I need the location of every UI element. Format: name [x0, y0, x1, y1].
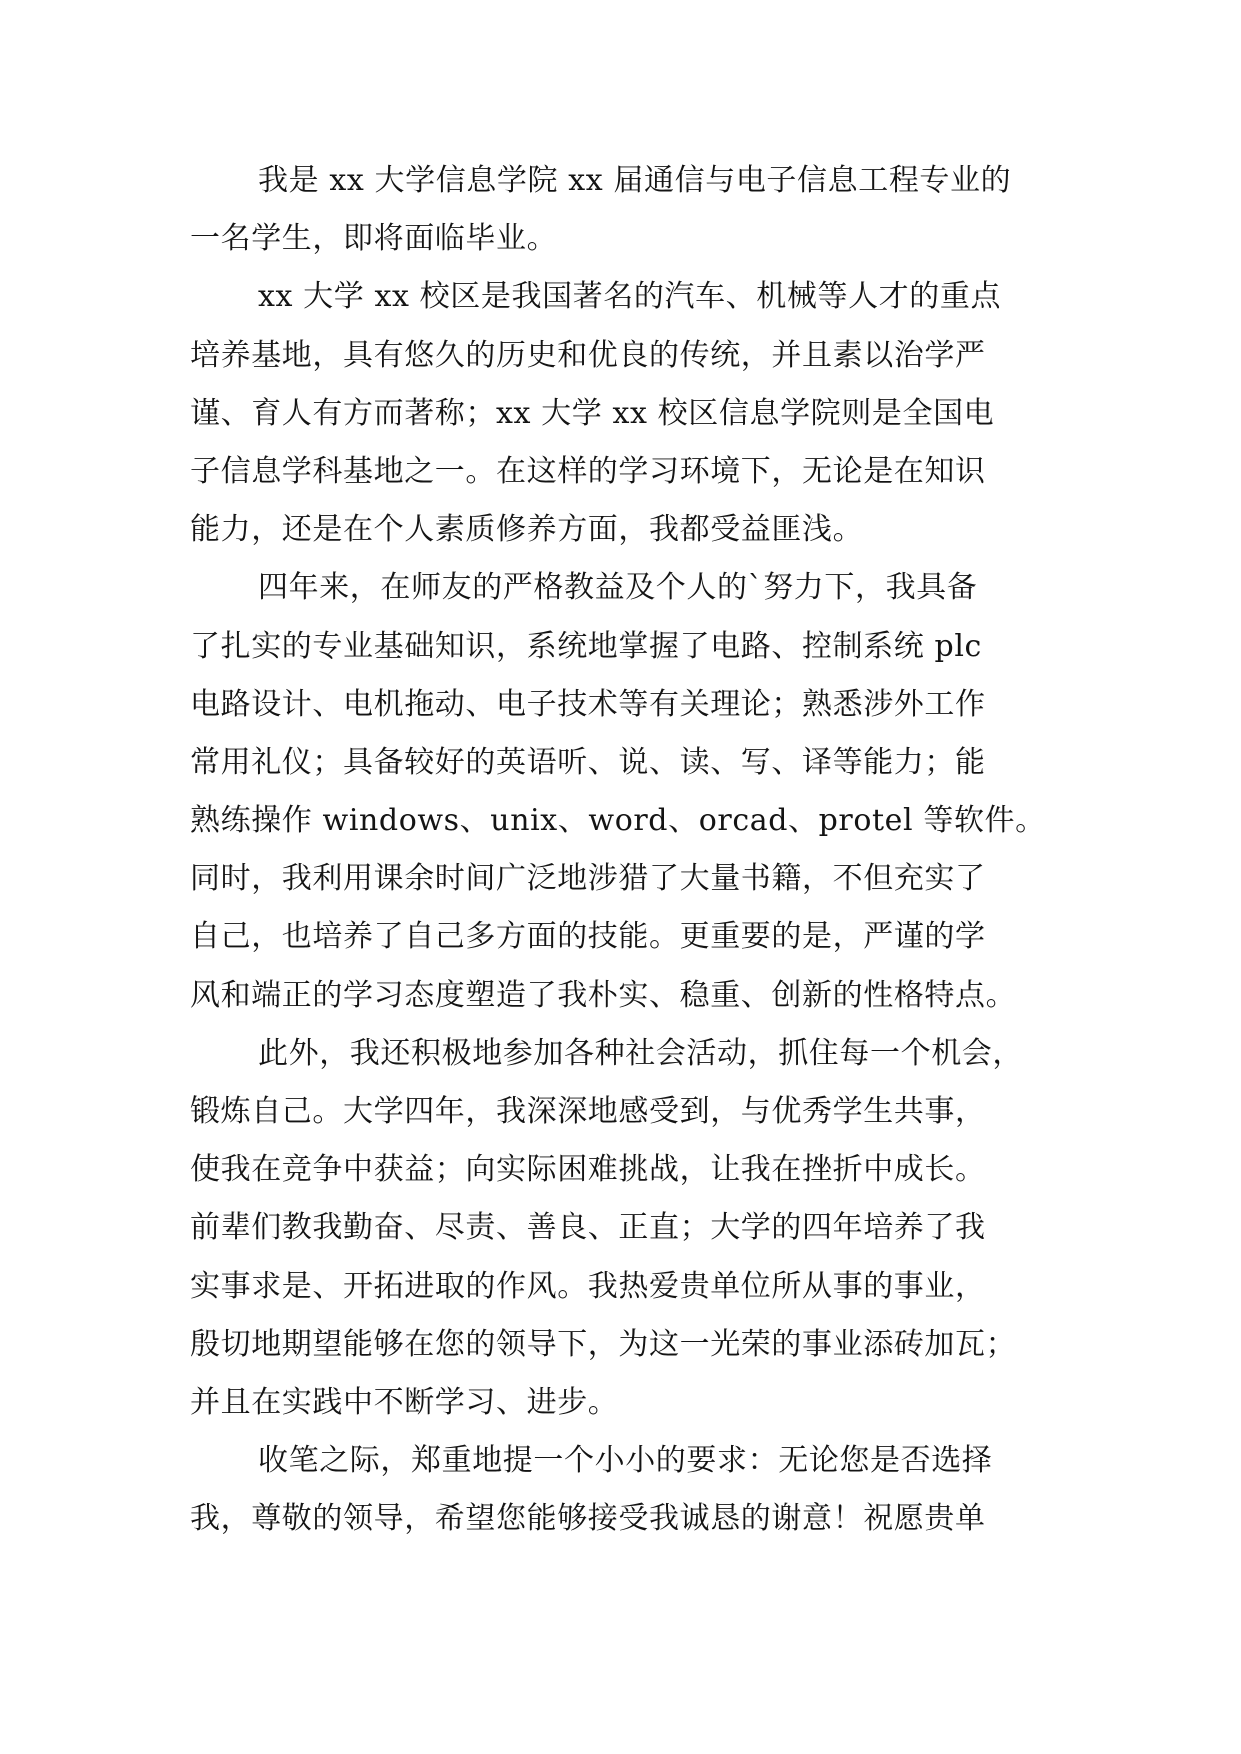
paragraph-2-line-5: 能力，还是在个人素质修养方面，我都受益匪浅。 [190, 512, 864, 548]
paragraph-2-line-3: 谨、育人有方而著称；xx 大学 xx 校区信息学院则是全国电 [190, 395, 995, 431]
paragraph-4-line-1: 此外，我还积极地参加各种社会活动，抓住每一个机会， [258, 1035, 1023, 1071]
paragraph-3-line-7: 自己，也培养了自己多方面的技能。更重要的是，严谨的学 [190, 919, 986, 955]
paragraph-2-line-1: xx 大学 xx 校区是我国著名的汽车、机械等人才的重点 [258, 279, 1002, 315]
paragraph-3-line-2: 了扎实的专业基础知识，系统地掌握了电路、控制系统 plc [190, 628, 982, 664]
letter-body [190, 152, 1055, 1549]
paragraph-1-line-1: 我是 xx 大学信息学院 xx 届通信与电子信息工程专业的 [258, 163, 1012, 198]
paragraph-5-line-1: 收笔之际，郑重地提一个小小的要求：无论您是否选择 [258, 1443, 993, 1479]
paragraph-2-line-2: 培养基地，具有悠久的历史和优良的传统，并且素以治学严 [190, 337, 986, 373]
paragraph-5-line-2: 我，尊敬的领导，希望您能够接受我诚恳的谢意！祝愿贵单 [190, 1501, 986, 1537]
paragraph-3-line-4: 常用礼仪；具备较好的英语听、说、读、写、译等能力；能 [190, 744, 986, 780]
paragraph-4-line-2: 锻炼自己。大学四年，我深深地感受到，与优秀学生共事， [190, 1094, 986, 1129]
paragraph-4-line-6: 殷切地期望能够在您的领导下，为这一光荣的事业添砖加瓦； [190, 1326, 1017, 1362]
paragraph-3-line-3: 电路设计、电机拖动、电子技术等有关理论；熟悉涉外工作 [190, 686, 986, 722]
paragraph-3-line-6: 同时，我利用课余时间广泛地涉猎了大量书籍，不但充实了 [190, 861, 986, 897]
paragraph-1-line-2: 一名学生，即将面临毕业。 [190, 221, 558, 257]
paragraph-3-line-8: 风和端正的学习态度塑造了我朴实、稳重、创新的性格特点。 [190, 977, 1017, 1013]
paragraph-3-line-1: 四年来，在师友的严格教益及个人的`努力下，我具备 [258, 570, 978, 606]
paragraph-4-line-5: 实事求是、开拓进取的作风。我热爱贵单位所从事的事业， [190, 1268, 986, 1304]
paragraph-4-line-7: 并且在实践中不断学习、进步。 [190, 1384, 619, 1420]
paragraph-4-line-3: 使我在竞争中获益；向实际困难挑战，让我在挫折中成长。 [190, 1152, 986, 1188]
paragraph-2-line-4: 子信息学科基地之一。在这样的学习环境下，无论是在知识 [190, 453, 986, 489]
paragraph-4-line-4: 前辈们教我勤奋、尽责、善良、正直；大学的四年培养了我 [190, 1210, 986, 1246]
paragraph-3-line-5: 熟练操作 windows、unix、word、orcad、protel 等软件。 [190, 803, 1046, 839]
